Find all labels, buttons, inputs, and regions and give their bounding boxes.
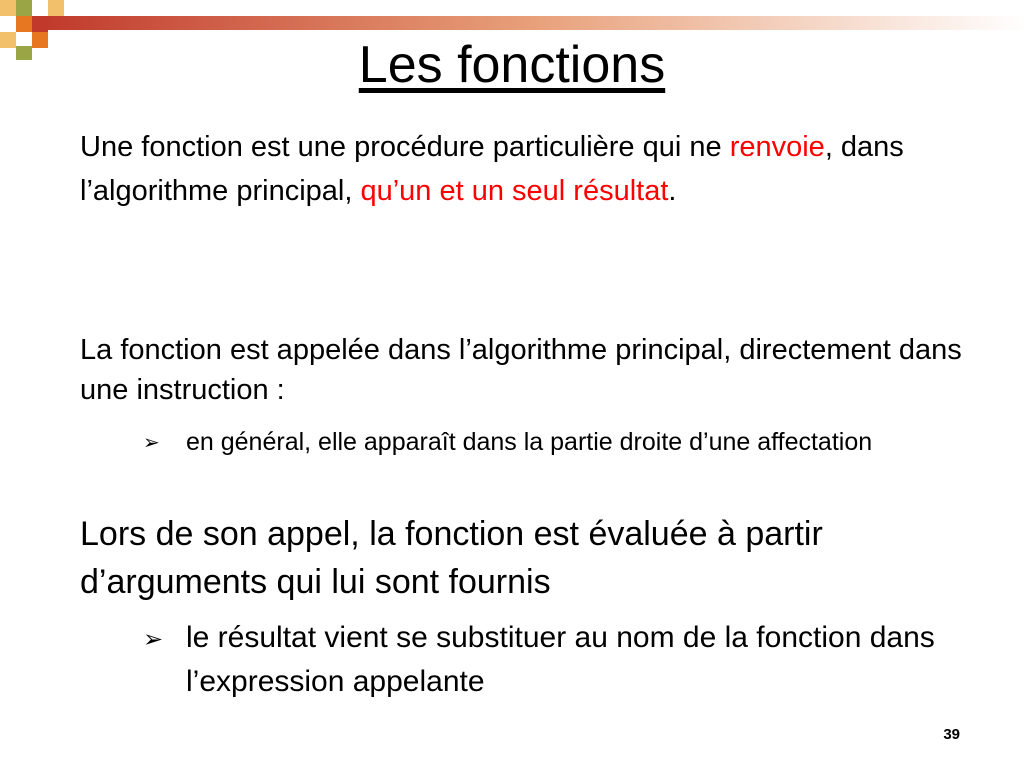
evaluation-paragraph: Lors de son appel, la fonction est évaluée à partir d’arguments qui lui sont fournis — [80, 515, 823, 601]
bullet-affectation: en général, elle apparaît dans la partie droite d’une affectation — [186, 428, 873, 456]
bullet-arrow-icon: ➢ — [143, 430, 160, 454]
definition-text-3: . — [668, 175, 677, 207]
page-number: 39 — [943, 726, 960, 743]
slide-title: Les fonctions — [358, 36, 666, 94]
definition-text-2: , dans l’algorithme principal, — [80, 131, 904, 207]
highlight-unique-result: qu’un et un seul résultat — [360, 175, 669, 207]
bullet-arrow-icon: ➢ — [143, 625, 164, 653]
bullet-substitution: le résultat vient se substituer au nom de la fonction dans l’expression appelante — [186, 621, 935, 698]
highlight-renvoie: renvoie — [729, 131, 825, 163]
definition-text-1: Une fonction est une procédure particulière qui ne — [80, 131, 730, 163]
call-paragraph: La fonction est appelée dans l’algorithme principal, directement dans une instruction : — [80, 334, 962, 406]
definition-paragraph — [80, 125, 1000, 213]
